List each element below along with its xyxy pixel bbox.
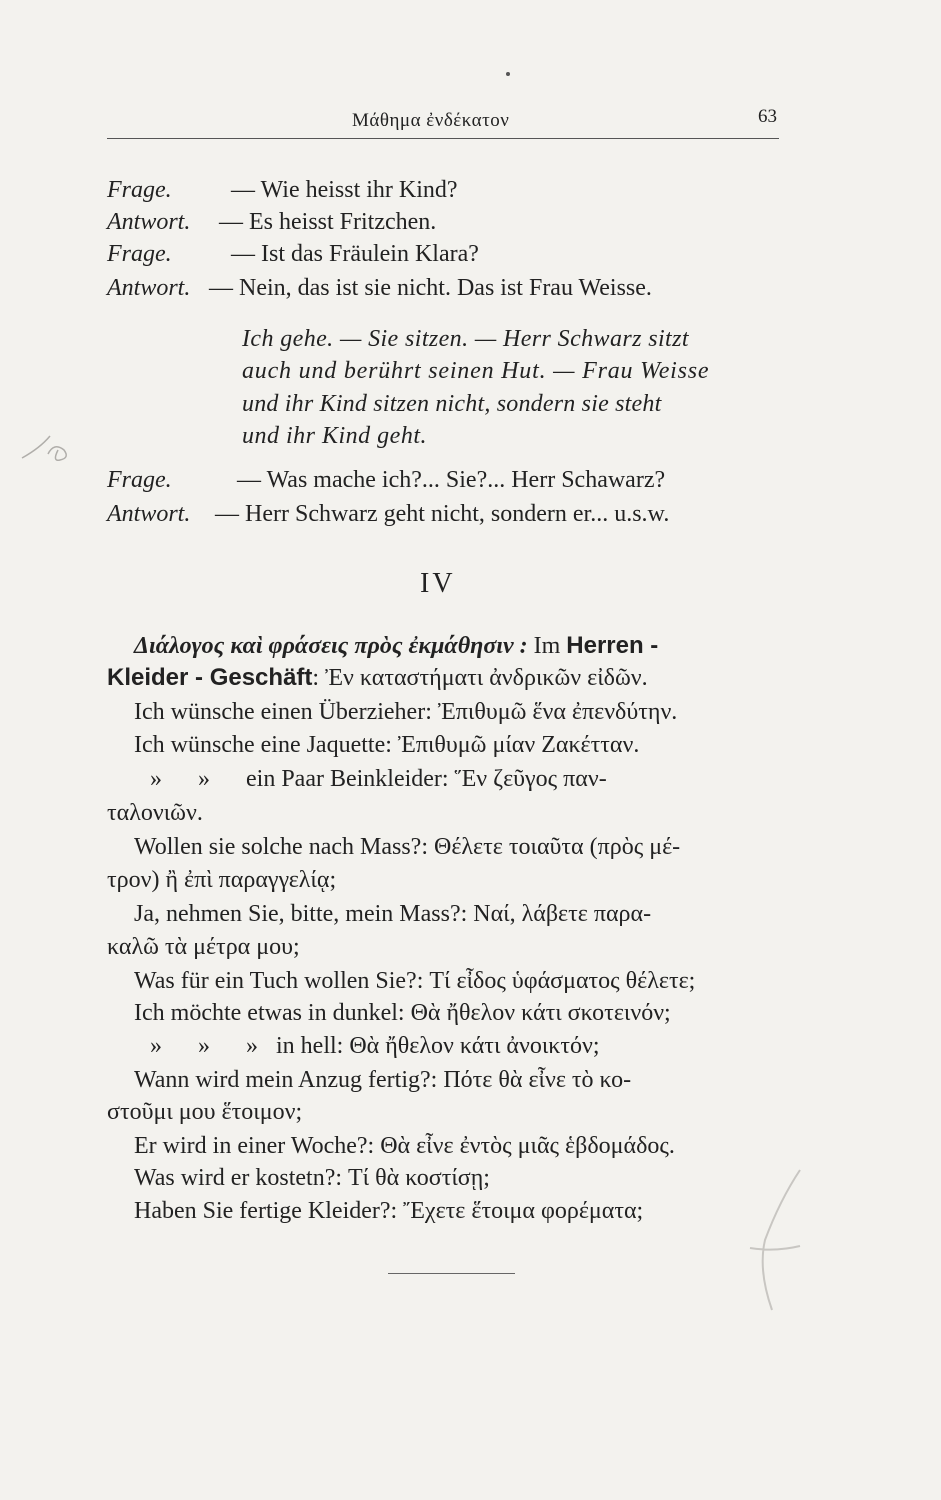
dialogue-text: Nein, das ist sie nicht. Das ist Frau Weisse. — [239, 275, 652, 301]
running-header-title: Μάθημα ἐνδέκατον — [352, 110, 510, 131]
section-number: IV — [420, 568, 456, 599]
phrase-line: Ich wünsche einen Überzieher: Ἐπιθυμῶ ἕνα ἐπενδύτην. — [134, 699, 678, 725]
dialogue-line — [107, 499, 669, 529]
dialogue-line — [107, 239, 479, 269]
phrase-line: Er wird in einer Woche?: Θὰ εἶνε ἐντὸς μιᾶς ἑβδομάδος. — [134, 1133, 675, 1159]
phrase-line: Haben Sie fertige Kleider?: Ἔχετε ἕτοιμα φορέματα; — [134, 1198, 644, 1224]
phrase-line: Was wird er kostetn?: Τί θὰ κοστίσῃ; — [134, 1165, 490, 1191]
dash: — — [219, 209, 243, 235]
speaker-label: Antwort. — [107, 501, 191, 527]
ink-dot — [506, 72, 510, 76]
dialogue-line — [107, 207, 436, 237]
phrase-line: καλῶ τὰ μέτρα μου; — [107, 934, 300, 960]
speaker-label: Antwort. — [107, 209, 191, 235]
italic-line: und ihr Kind sitzen nicht, sondern sie steht — [242, 391, 662, 417]
dialogue-text: Was mache ich?... Sie?... Herr Schawarz? — [266, 467, 666, 493]
dash: — — [209, 275, 233, 301]
dialogue-line — [107, 465, 665, 495]
phrase-line: Ich möchte etwas in dunkel: Θὰ ἤθελον κάτι σκοτεινόν; — [134, 1000, 671, 1026]
dialogue-text: Es heisst Fritzchen. — [249, 209, 437, 235]
speaker-label: Frage. — [107, 177, 172, 203]
pencil-scribble-icon — [690, 1160, 820, 1320]
dash: — — [215, 501, 239, 527]
phrase-line: Was für ein Tuch wollen Sie?: Τί εἶδος ὑφάσματος θέλετε; — [134, 968, 696, 994]
speaker-label: Frage. — [107, 241, 172, 267]
italic-line: Ich gehe. — Sie sitzen. — Herr Schwarz sitzt — [242, 326, 689, 352]
section-heading — [134, 631, 658, 661]
heading-bold-part: Kleider - Geschäft — [107, 664, 313, 691]
heading-german: Im — [533, 633, 561, 659]
dialogue-text: Ist das Fräulein Klara? — [261, 241, 479, 267]
pencil-mark-icon — [20, 428, 90, 468]
header-rule — [107, 138, 779, 139]
dialogue-line — [107, 175, 458, 205]
end-rule — [388, 1273, 515, 1274]
phrase-line: Wann wird mein Anzug fertig?: Πότε θὰ εἶνε τὸ κο- — [134, 1067, 632, 1093]
italic-line: auch und berührt seinen Hut. — Frau Weisse — [242, 358, 710, 384]
speaker-label: Frage. — [107, 467, 172, 493]
heading-greek: Διάλογος καὶ φράσεις πρὸς ἐκμάθησιν : — [134, 633, 528, 659]
speaker-label: Antwort. — [107, 275, 191, 301]
dash: — — [231, 241, 255, 267]
page-number: 63 — [758, 106, 777, 127]
phrase-line: ταλονιῶν. — [107, 800, 203, 826]
dialogue-text: Wie heisst ihr Kind? — [260, 177, 458, 203]
dialogue-text: Herr Schwarz geht nicht, sondern er... u.s.w. — [245, 501, 670, 527]
phrase-line: τρον) ἢ ἐπὶ παραγγελίᾳ; — [107, 867, 337, 893]
heading-bold-part: Herren - — [566, 632, 659, 659]
phrase-line: Ich wünsche eine Jaquette: Ἐπιθυμῶ μίαν Ζακέτταν. — [134, 732, 640, 758]
dash: — — [237, 467, 261, 493]
italic-line: und ihr Kind geht. — [242, 423, 428, 449]
phrase-line: Wollen sie solche nach Mass?: Θέλετε τοιαῦτα (πρὸς μέ- — [134, 834, 681, 860]
dash: — — [231, 177, 255, 203]
phrase-line: » » » in hell: Θὰ ἤθελον κάτι ἀνοικτόν; — [150, 1033, 600, 1059]
heading-translation: : Ἐν καταστήματι ἀνδρικῶν εἰδῶν. — [312, 665, 648, 691]
phrase-line: Ja, nehmen Sie, bitte, mein Mass?: Ναί, λάβετε παρα- — [134, 901, 652, 927]
dialogue-line — [107, 273, 652, 303]
phrase-line: στοῦμι μου ἕτοιμον; — [107, 1099, 303, 1125]
section-heading-line-2 — [107, 663, 648, 693]
phrase-line: » » ein Paar Beinkleider: Ἕν ζεῦγος παν- — [150, 766, 607, 792]
